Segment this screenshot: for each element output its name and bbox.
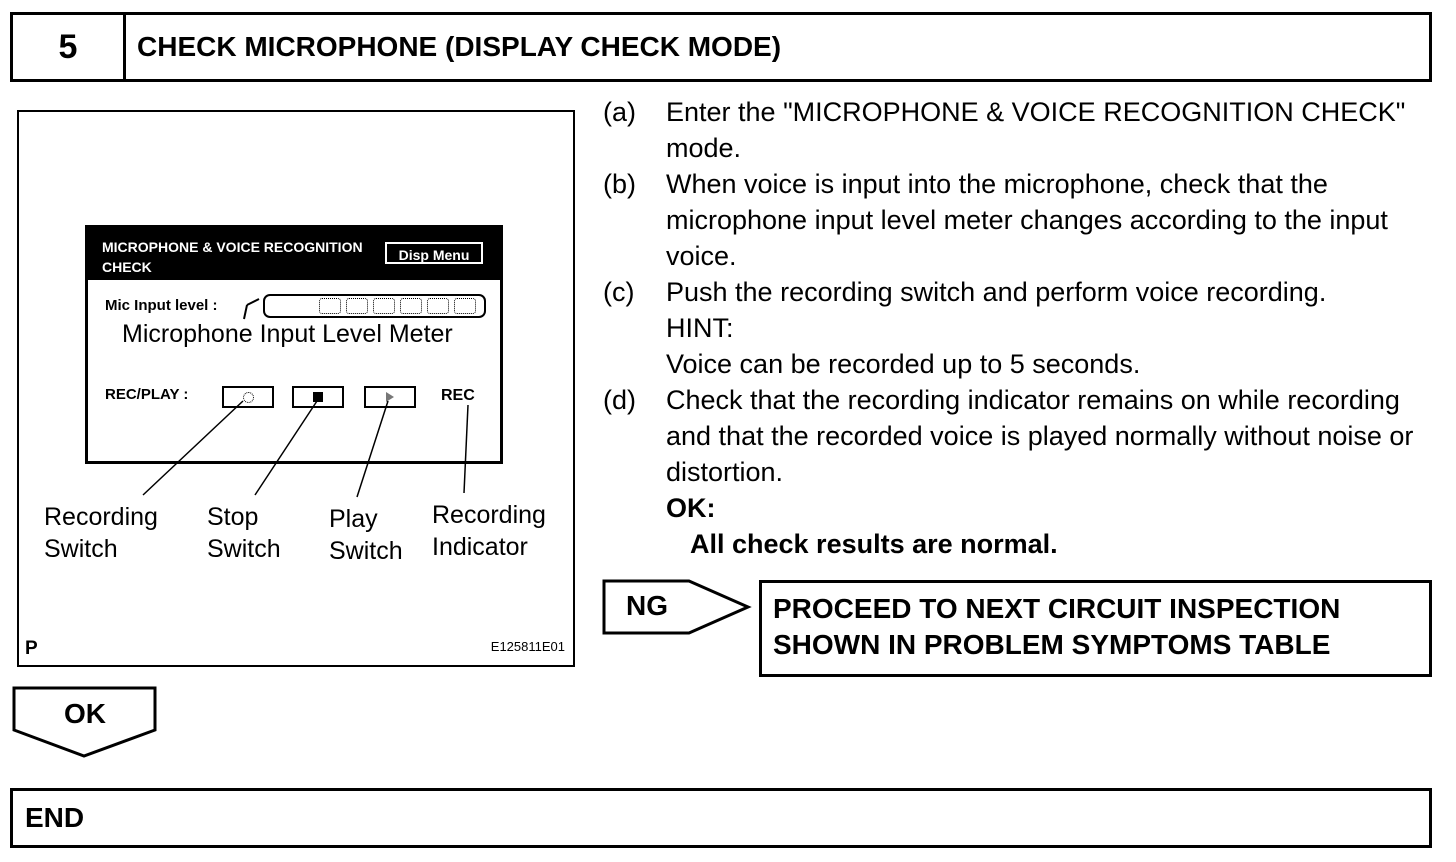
figure-code-right: E125811E01 — [490, 639, 565, 654]
step-item — [603, 382, 1438, 562]
ng-action-text: PROCEED TO NEXT CIRCUIT INSPECTION SHOWN IN PROBLEM SYMPTOMS TABLE — [773, 593, 1341, 660]
illustration-frame — [17, 110, 575, 667]
screen-title: MICROPHONE & VOICE RECOGNITION CHECK — [102, 239, 363, 275]
step-body: Push the recording switch and perform voice recording. — [666, 277, 1327, 307]
end-label: END — [25, 802, 85, 833]
step-title: CHECK MICROPHONE (DISPLAY CHECK MODE) — [137, 31, 782, 62]
callout-lines — [19, 112, 577, 669]
step-item — [603, 94, 1438, 166]
hint-label: HINT: — [666, 313, 734, 343]
play-switch-label: Play Switch — [329, 505, 403, 565]
hint-text: Voice can be recorded up to 5 seconds. — [666, 349, 1141, 379]
ok-arrow-label: OK — [64, 698, 106, 729]
step-body: When voice is input into the microphone, check that the microphone input level meter changes according to the input voice. — [666, 169, 1388, 271]
step-text — [666, 274, 1438, 382]
figure-code-left: P — [25, 638, 38, 659]
step-item — [603, 166, 1438, 274]
ok-result-text: All check results are normal. — [690, 529, 1058, 559]
step-letter: (b) — [603, 169, 636, 199]
step-letter: (d) — [603, 385, 636, 415]
ng-arrow[interactable] — [602, 579, 752, 635]
step-header — [10, 12, 1432, 82]
end-box — [10, 788, 1432, 848]
ng-label: NG — [626, 590, 668, 621]
ok-label: OK: — [666, 493, 716, 523]
recording-indicator-label: Recording Indicator — [432, 501, 546, 561]
meter-callout-label: Microphone Input Level Meter — [122, 320, 453, 348]
step-list — [603, 94, 1438, 562]
step-text — [666, 382, 1438, 562]
ok-arrow[interactable] — [12, 686, 158, 760]
step-number: 5 — [13, 15, 126, 79]
stop-switch-label: Stop Switch — [207, 503, 281, 563]
step-text — [666, 166, 1438, 274]
mic-input-label: Mic Input level : — [105, 297, 218, 314]
ng-action-box — [759, 580, 1432, 677]
disp-menu-button[interactable]: Disp Menu — [385, 242, 483, 264]
step-letter: (c) — [603, 277, 635, 307]
step-body: Enter the "MICROPHONE & VOICE RECOGNITION CHECK" mode. — [666, 97, 1406, 163]
step-body: Check that the recording indicator remains on while recording and that the recorded voice is played normally without noise or distortion. — [666, 385, 1414, 487]
step-text — [666, 94, 1438, 166]
recording-switch-label: Recording Switch — [44, 503, 158, 563]
recording-indicator: REC — [441, 387, 475, 404]
rec-play-label: REC/PLAY : — [105, 386, 189, 403]
step-item — [603, 274, 1438, 382]
step-letter: (a) — [603, 97, 636, 127]
